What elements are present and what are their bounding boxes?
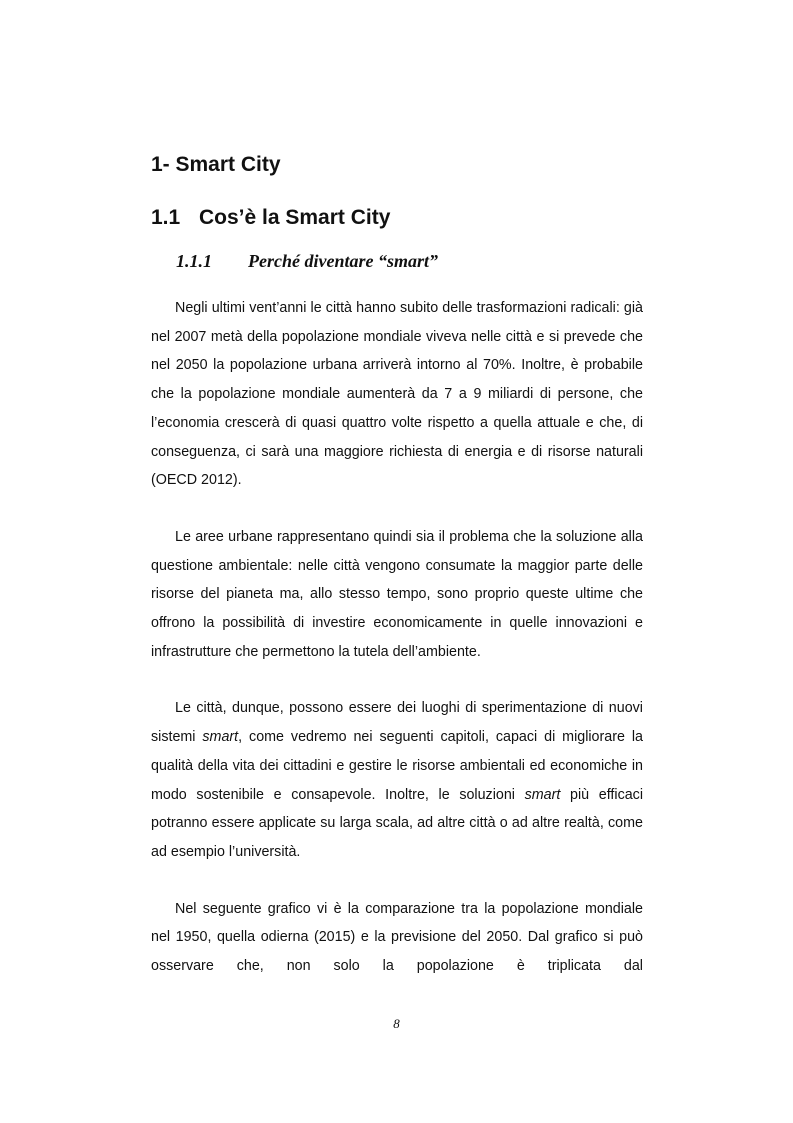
paragraph-3-text-3: più efficaci potranno essere applicate su larga scala, ad altre città o ad altre realtà, come ad esempio l’università. — [151, 786, 643, 860]
paragraph-1: Negli ultimi vent’anni le città hanno subito delle trasformazioni radicali: già nel 2007 metà della popolazione mondiale viveva nelle città e si prevede che nel 2050 la popolazione urbana arriverà intorno al 70%. Inoltre, è probabile che la popolazione mondiale aumenterà da 7 a 9 miliardi di persone, che l’economia crescerà di quasi quattro volte rispetto a quella attuale e che, di conseguenza, ci sarà una maggiore richiesta di energia e di risorse naturali (OECD 2012). — [151, 300, 643, 489]
paragraph-2: Le aree urbane rappresentano quindi sia il problema che la soluzione alla questione ambientale: nelle città vengono consumate la maggior parte delle risorse del pianeta ma, allo stesso tempo, sono proprio queste ultime che offrono la possibilità di investire economicamente in quelle innovazioni e infrastrutture che permettono la tutela dell’ambiente. — [151, 528, 643, 660]
chapter-title: 1- Smart City — [151, 153, 281, 176]
subsection-title: Perché diventare “smart” — [248, 251, 438, 271]
emphasis-smart-1: smart — [202, 729, 239, 746]
page-number: 8 — [393, 1016, 400, 1031]
section-title: Cos’è la Smart City — [199, 206, 391, 229]
emphasis-smart-2: smart — [524, 786, 561, 803]
paragraph-4: Nel seguente grafico vi è la comparazione tra la popolazione mondiale nel 1950, quella odierna (2015) e la previsione del 2050. Dal grafico si può osservare che, non solo la popolazione è triplicata dal — [151, 900, 643, 975]
subsection-number: 1.1.1 — [176, 251, 212, 271]
subsection-heading — [176, 251, 438, 272]
paragraph-3 — [151, 694, 643, 866]
section-heading — [151, 206, 390, 230]
paragraph-3-text-2: , come vedremo nei seguenti capitoli, capaci di migliorare la qualità della vita dei cittadini e gestire le risorse ambientali ed economiche in modo sostenibile e consapevole. Inoltre, le soluzioni — [151, 729, 643, 803]
paragraph-3-text-1: Le città, dunque, possono essere dei luoghi di sperimentazione di nuovi sistemi — [151, 700, 643, 746]
body-text — [151, 294, 643, 1009]
section-number: 1.1 — [151, 206, 181, 229]
